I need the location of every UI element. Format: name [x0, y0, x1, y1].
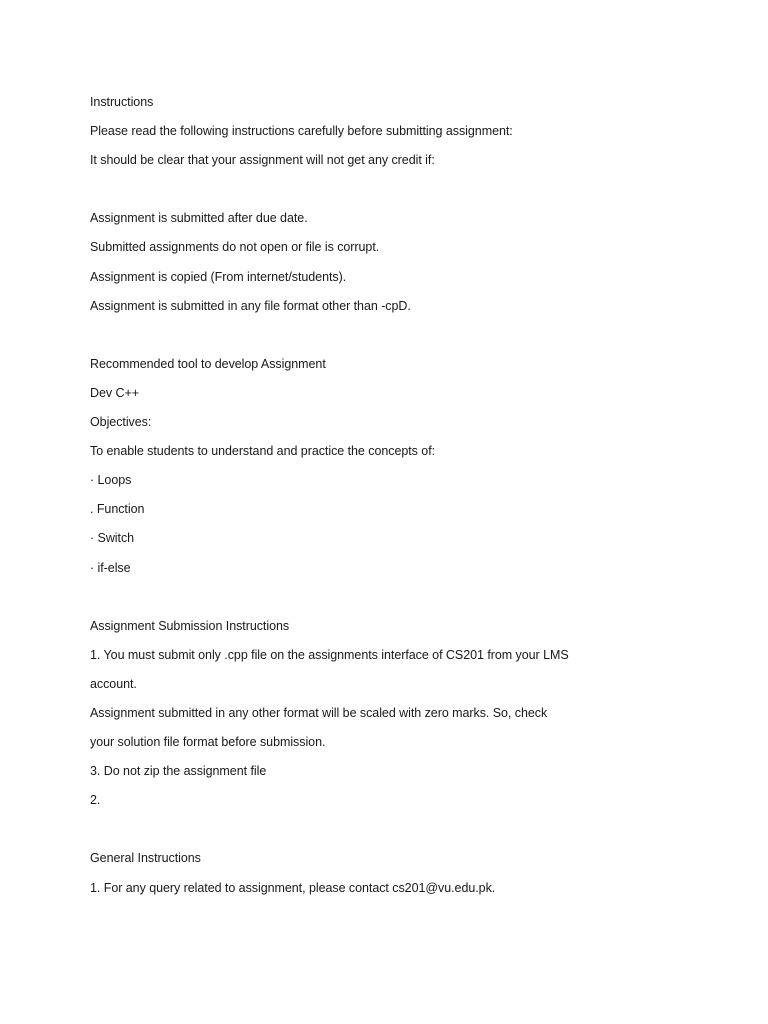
instruction-intro: Please read the following instructions carefully before submitting assignment:: [90, 124, 513, 139]
rule-corrupt-file: Submitted assignments do not open or file is corrupt.: [90, 240, 380, 255]
submission-rule-format-cont: your solution file format before submission.: [90, 735, 326, 750]
blank-line: [90, 179, 710, 208]
submission-rule-1-cont: account.: [90, 676, 137, 691]
tool-name: Dev C++: [90, 385, 139, 400]
objective-if-else: · if-else: [90, 560, 131, 575]
submission-rule-1: 1. You must submit only .cpp file on the assignments interface of CS201 from your LMS: [90, 647, 569, 662]
heading-instructions: Instructions: [90, 95, 154, 109]
rule-file-format: Assignment is submitted in any file format other than -cpD.: [90, 298, 411, 313]
submission-rule-2: 2.: [90, 793, 101, 808]
objective-function: . Function: [90, 502, 145, 517]
blank-line: [90, 587, 710, 616]
general-instruction-1: 1. For any query related to assignment, please contact cs201@vu.edu.pk.: [90, 880, 496, 895]
blank-line: [90, 325, 710, 354]
instruction-credit-warning: It should be clear that your assignment will not get any credit if:: [90, 153, 435, 168]
rule-due-date: Assignment is submitted after due date.: [90, 211, 308, 226]
heading-recommended-tool: Recommended tool to develop Assignment: [90, 356, 326, 371]
blank-line: [90, 819, 710, 848]
heading-objectives: Objectives:: [90, 415, 152, 430]
heading-general-instructions: General Instructions: [90, 851, 201, 866]
submission-rule-3: 3. Do not zip the assignment file: [90, 764, 267, 779]
rule-copied: Assignment is copied (From internet/students).: [90, 269, 347, 284]
objective-switch: · Switch: [90, 531, 135, 546]
objectives-intro: To enable students to understand and practice the concepts of:: [90, 444, 436, 459]
submission-rule-format: Assignment submitted in any other format will be scaled with zero marks. So, check: [90, 705, 548, 720]
objective-loops: · Loops: [90, 473, 132, 488]
document-page: [90, 92, 710, 907]
heading-submission-instructions: Assignment Submission Instructions: [90, 618, 290, 633]
